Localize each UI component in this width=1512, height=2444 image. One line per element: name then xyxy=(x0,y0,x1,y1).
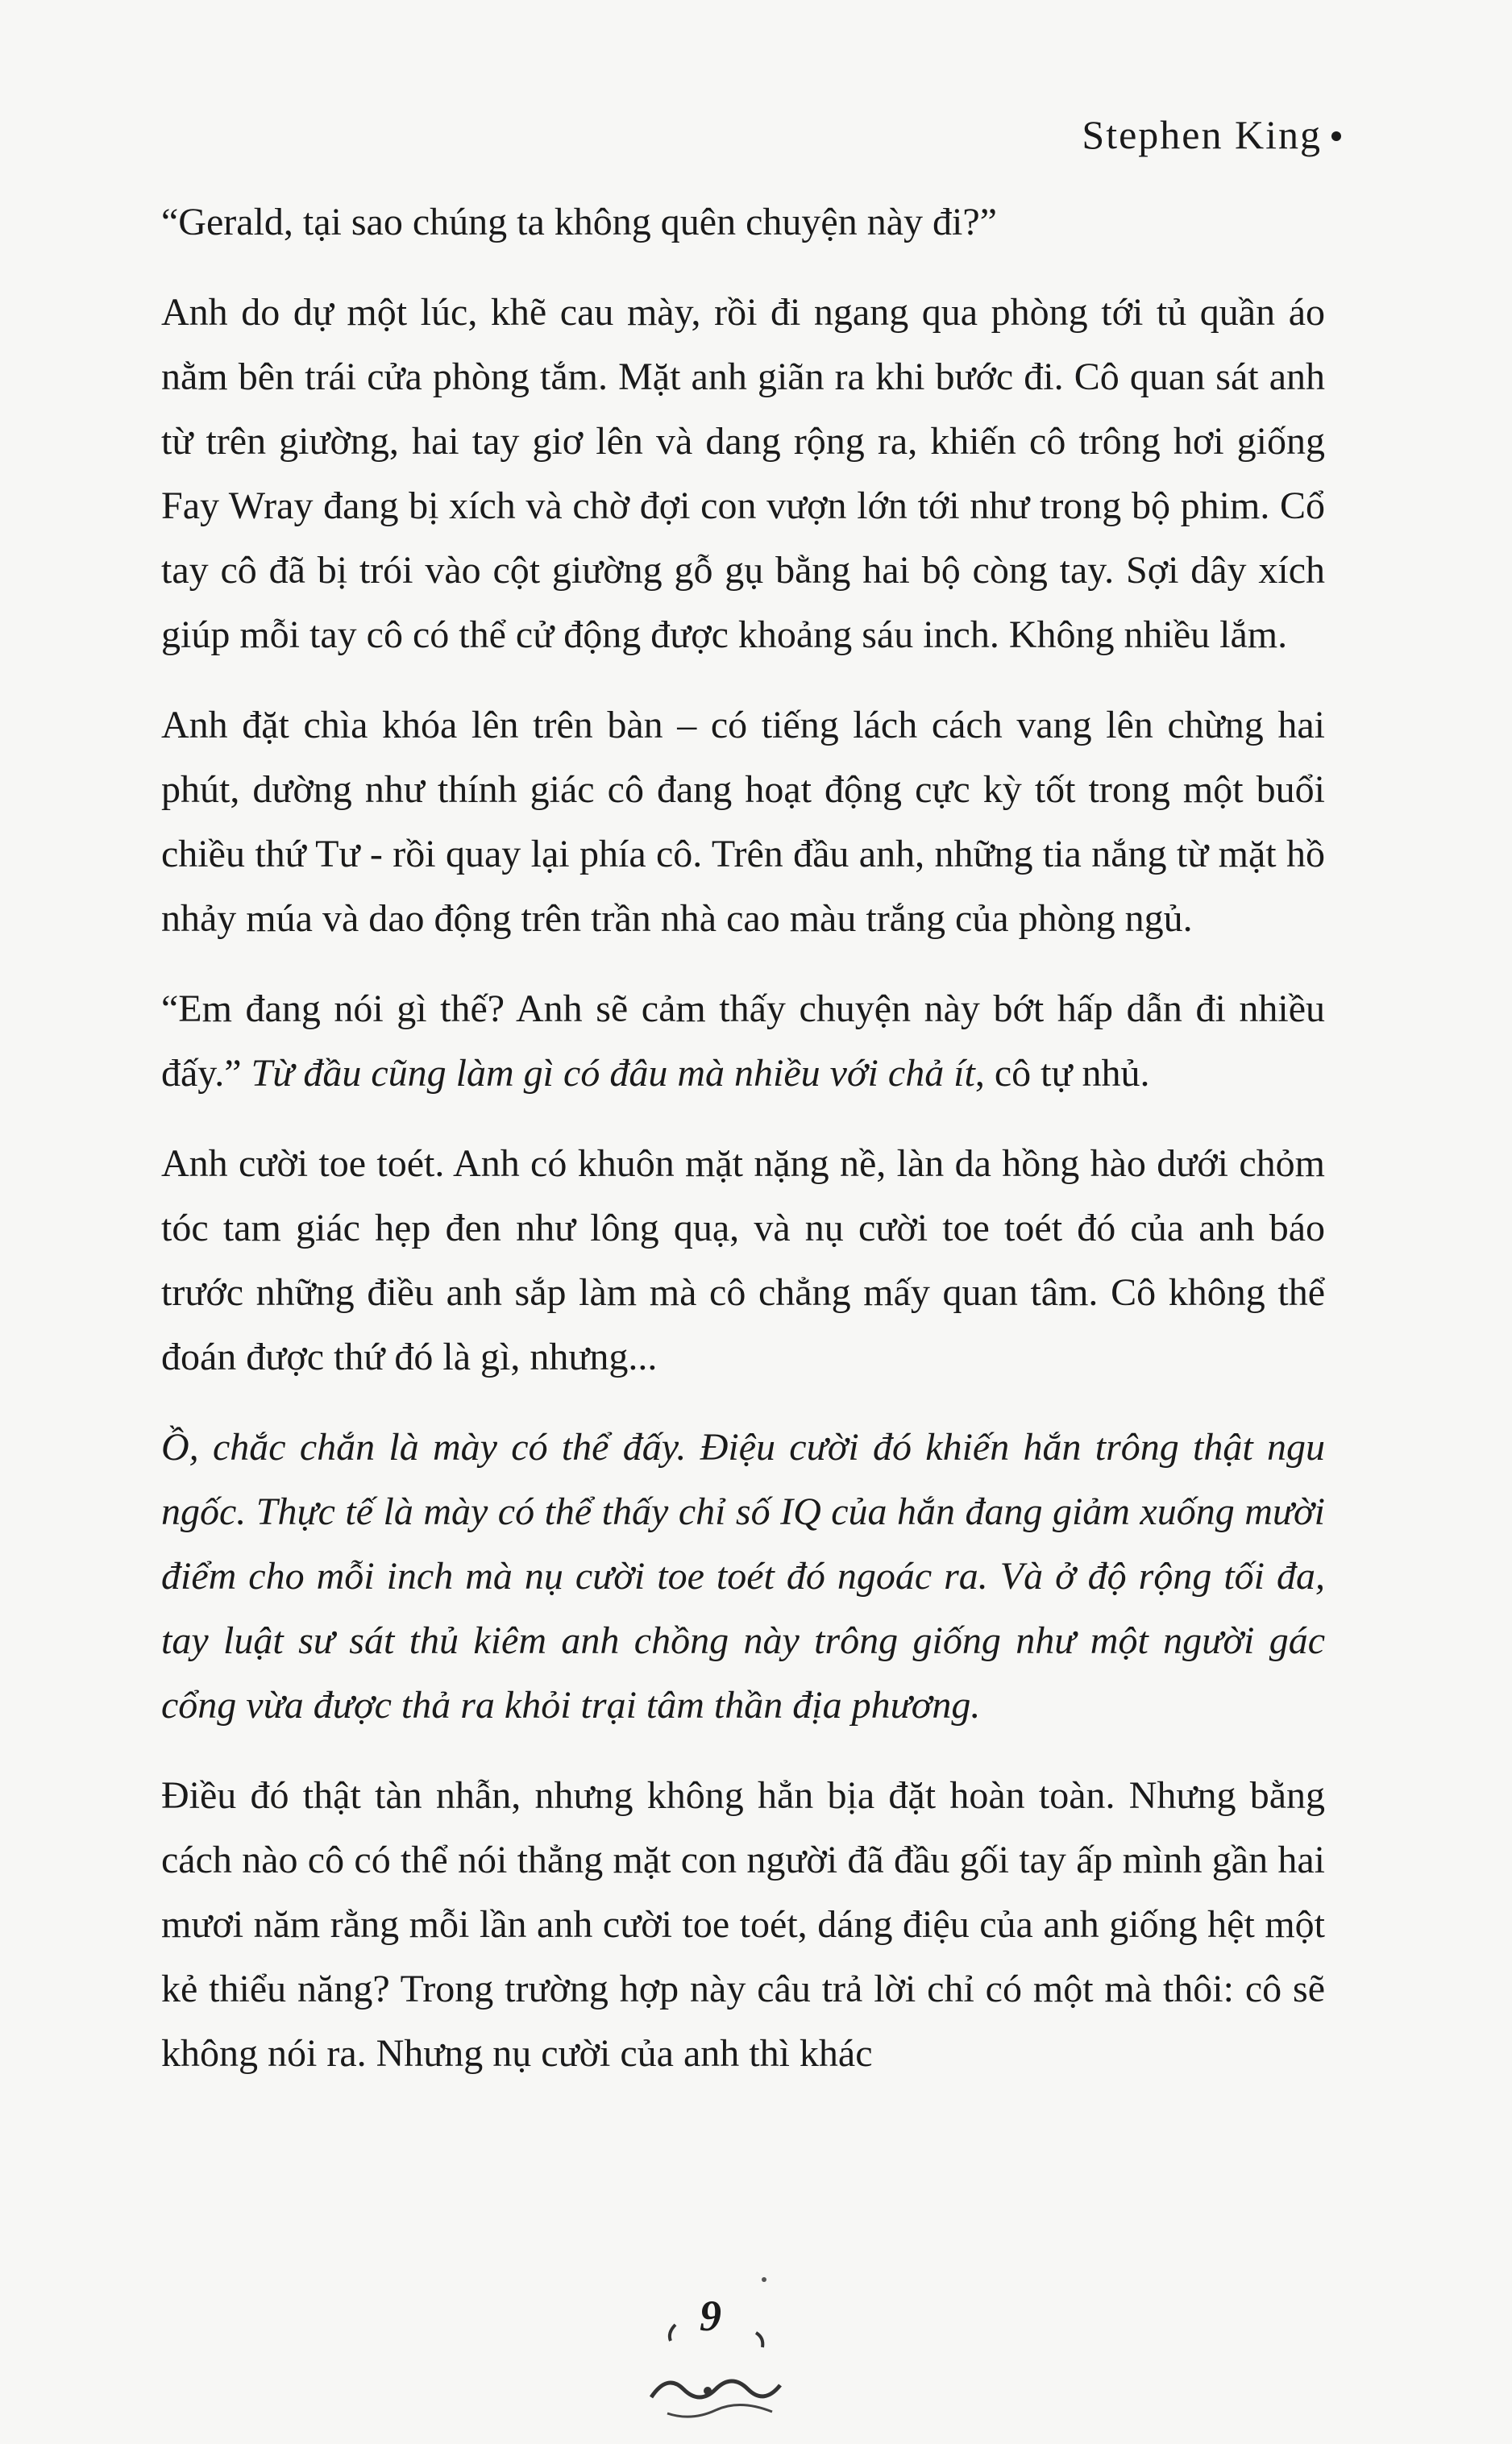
paragraph-6-italic: Ồ, chắc chắn là mày có thể đấy. Điệu cười đó khiến hắn trông thật ngu ngốc. Thực tế là mày có thể thấy chỉ số IQ của hắn đang giảm xuống mười điểm cho mỗi inch mà nụ cười toe toét đó ngoác ra. Và ở độ rộng tối đa, tay luật sư sát thủ kiêm anh chồng này trông giống như một người gác cổng vừa được thả ra khỏi trại tâm thần địa phương. xyxy=(161,1426,1325,1727)
page-ornament-icon xyxy=(619,2276,829,2438)
paragraph-4 xyxy=(161,977,1325,1106)
paragraph-4-italic-thought: Từ đầu cũng làm gì có đâu mà nhiều với chả ít xyxy=(251,1052,975,1095)
paragraph-4-dialogue: “Em đang nói gì thế? Anh sẽ cảm thấy chuyện này bớt hấp dẫn đi nhiều đấy.” xyxy=(161,987,1325,1095)
paragraph-2: Anh do dự một lúc, khẽ cau mày, rồi đi ngang qua phòng tới tủ quần áo nằm bên trái cửa phòng tắm. Mặt anh giãn ra khi bước đi. Cô quan sát anh từ trên giường, hai tay giơ lên và dang rộng ra, khiến cô trông hơi giống Fay Wray đang bị xích và chờ đợi con vượn lớn tới như trong bộ phim. Cổ tay cô đã bị trói vào cột giường gỗ gụ bằng hai bộ còng tay. Sợi dây xích giúp mỗi tay cô có thể cử động được khoảng sáu inch. Không nhiều lắm. xyxy=(161,291,1325,656)
paragraph-7: Điều đó thật tàn nhẫn, nhưng không hẳn bịa đặt hoàn toàn. Nhưng bằng cách nào cô có thể nói thẳng mặt con người đã đầu gối tay ấp mình gần hai mươi năm rằng mỗi lần anh cười toe toét, dáng điệu của anh giống hệt một kẻ thiểu năng? Trong trường hợp này câu trả lời chỉ có một mà thôi: cô sẽ không nói ra. Nhưng nụ cười của anh thì khác xyxy=(161,1774,1325,2075)
text-body xyxy=(161,190,1325,2112)
paragraph-3: Anh đặt chìa khóa lên trên bàn – có tiếng lách cách vang lên chừng hai phút, dường như thính giác cô đang hoạt động cực kỳ tốt trong một buổi chiều thứ Tư - rồi quay lại phía cô. Trên đầu anh, những tia nắng từ mặt hồ nhảy múa và dao động trên trần nhà cao màu trắng của phòng ngủ. xyxy=(161,704,1325,940)
paragraph-4-tail: , cô tự nhủ. xyxy=(974,1052,1150,1095)
paragraph-1: “Gerald, tại sao chúng ta không quên chuyện này đi?” xyxy=(161,201,997,243)
page-footer xyxy=(619,2276,829,2438)
header-bullet-dot xyxy=(1331,131,1341,141)
paragraph-5: Anh cười toe toét. Anh có khuôn mặt nặng nề, làn da hồng hào dưới chỏm tóc tam giác hẹp đen như lông quạ, và nụ cười toe toét đó của anh báo trước những điều anh sắp làm mà cô chẳng mấy quan tâm. Cô không thể đoán được thứ đó là gì, nhưng... xyxy=(161,1142,1325,1378)
author-name: Stephen King xyxy=(1082,112,1322,157)
page-number: 9 xyxy=(700,2292,721,2340)
running-header xyxy=(1082,111,1341,158)
